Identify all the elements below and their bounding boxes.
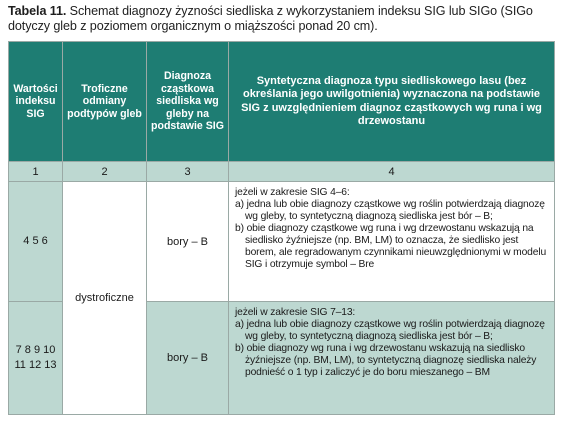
- partial-diagnosis-cell: bory – B: [147, 182, 229, 302]
- column-number: 3: [147, 162, 229, 182]
- sig-values-cell: [9, 302, 63, 415]
- column-number: 1: [9, 162, 63, 182]
- sig-value: 8: [24, 344, 31, 356]
- sig-value: 10: [43, 344, 56, 356]
- sig-value: 7: [15, 344, 22, 356]
- synthesis-point-a: a) jedna lub obie diagnozy cząstkowe wg roślin potwierdzają diagnozę wg gleby, to syntetyczną diagnozą siedliska jest bór – B;: [235, 199, 545, 222]
- synthesis-intro: jeżeli w zakresie SIG 7–13:: [235, 307, 356, 318]
- sig-value: 13: [44, 359, 57, 371]
- header-row: [9, 42, 555, 162]
- sig-value: 4: [23, 235, 30, 247]
- partial-diagnosis-cell: bory – B: [147, 302, 229, 415]
- synthesis-point-a: a) jedna lub obie diagnozy cząstkowe wg roślin potwierdzają diagnozę wg gleby, to syntetyczną diagnozą siedliska jest bór – B;: [235, 319, 545, 342]
- synthesis-intro: jeżeli w zakresie SIG 4–6:: [235, 187, 350, 198]
- header-trophic-variants: Troficzne odmiany podtypów gleb: [63, 42, 147, 162]
- sig-value: 12: [28, 359, 42, 371]
- header-partial-diagnosis: Diagnoza cząstkowa siedliska wg gleby na podstawie SIG: [147, 42, 229, 162]
- sig-value: 9: [33, 344, 41, 356]
- column-number: 2: [63, 162, 147, 182]
- sig-value: 5: [32, 235, 39, 247]
- header-sig-values: Wartości indeksu SIG: [9, 42, 63, 162]
- synthesis-cell: [229, 302, 555, 415]
- column-number: 4: [229, 162, 555, 182]
- synthesis-point-b: b) obie diagnozy cząstkowe wg runa i wg drzewostanu wskazują na siedlisko żyźniejsze (np. BM, LM) to oznacza, że siedlisko jest borem, ale regradowanym czynnikami nieuwzględnionymi w modelu SIG i otrzymuje symbol – Bre: [235, 223, 547, 270]
- table-row: [9, 182, 555, 302]
- sig-values-cell: [9, 182, 63, 302]
- sig-value: 6: [41, 235, 48, 247]
- sig-diagnosis-table: [8, 41, 555, 415]
- trophic-variant-cell: dystroficzne: [63, 182, 147, 415]
- synthesis-point-b: b) obie diagnozy wg runa i wg drzewostanu wskazują na siedlisko żyźniejsze (np. BM, LM), to syntetyczną diagnozę siedliska należy podnieść o 1 typ i zaliczyć je do boru mieszanego – BM: [235, 343, 537, 378]
- column-number-row: [9, 162, 555, 182]
- caption-label: Tabela 11.: [8, 4, 67, 18]
- synthesis-cell: [229, 182, 555, 302]
- caption-text: Schemat diagnozy żyzności siedliska z wykorzystaniem indeksu SIG lub SIGo (SIGo dotyczy gleb z poziomem organicznym o miąższości ponad 20 cm).: [8, 4, 533, 33]
- header-synthetic-diagnosis: Syntetyczna diagnoza typu siedliskowego lasu (bez określania jego uwilgotnienia) wyznaczona na podstawie SIG z uwzględnieniem diagnoz cząstkowych wg runa i wg drzewostanu: [229, 42, 555, 162]
- table-caption: [8, 4, 556, 34]
- sig-value: 11: [14, 359, 26, 371]
